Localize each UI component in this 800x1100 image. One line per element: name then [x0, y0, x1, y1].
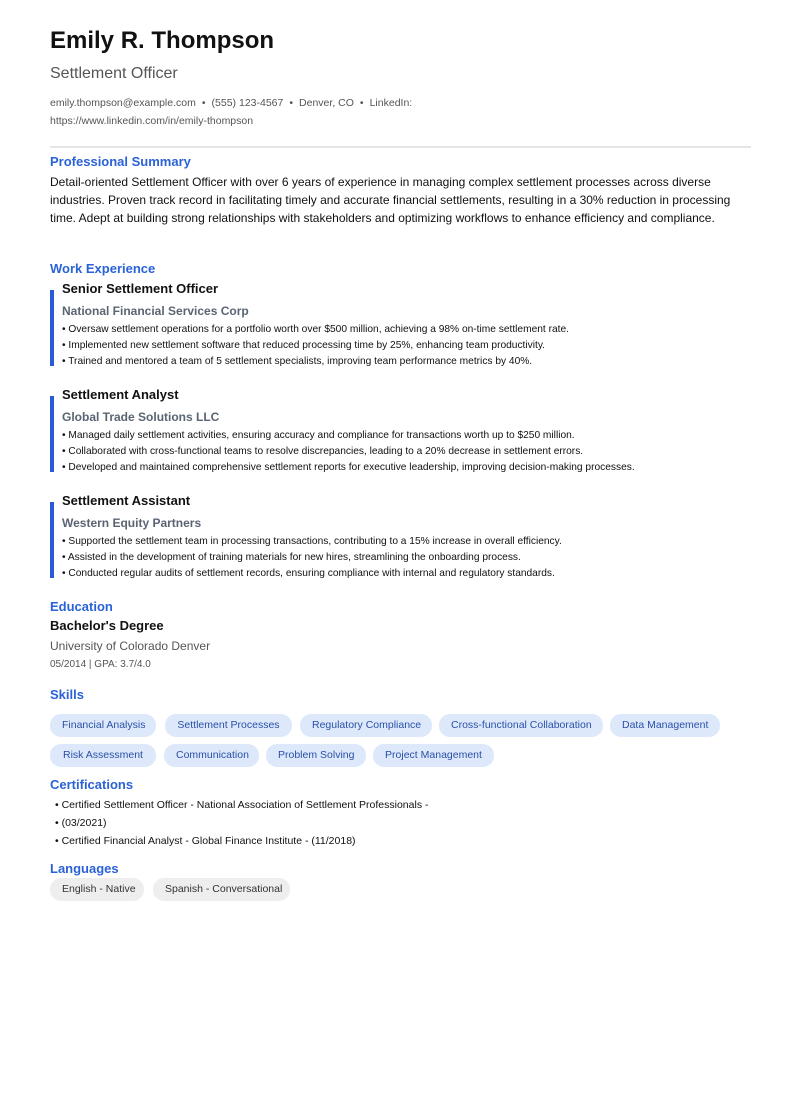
section-heading-certifications: Certifications: [50, 777, 134, 792]
contact-separator: •: [289, 97, 294, 109]
job-bullet: • Trained and mentored a team of 5 settlement specialists, improving team performance metrics by 40%.: [62, 356, 533, 367]
contact-location: Denver, CO: [299, 97, 354, 109]
skill-chip: Cross-functional Collaboration: [439, 714, 603, 737]
candidate-name: Emily R. Thompson: [50, 27, 275, 54]
contact-linkedin-url[interactable]: https://www.linkedin.com/in/emily-thompson: [50, 115, 254, 127]
job-title: Settlement Analyst: [62, 387, 179, 402]
job-bullet: • Managed daily settlement activities, ensuring accuracy and compliance for transactions worth up to $250 million.: [62, 430, 575, 441]
job-accent-bar: [50, 396, 54, 472]
job-company: Global Trade Solutions LLC: [62, 410, 220, 424]
job-company: Western Equity Partners: [62, 516, 202, 530]
skill-chip: Problem Solving: [266, 744, 366, 767]
job-title: Senior Settlement Officer: [62, 281, 219, 296]
job-entry: [50, 387, 751, 473]
skill-chip: Financial Analysis: [50, 714, 156, 737]
job-bullets: [62, 322, 569, 370]
education-meta: 05/2014 | GPA: 3.7/4.0: [50, 659, 151, 670]
job-bullets: [62, 534, 562, 582]
section-heading-experience: Work Experience: [50, 261, 156, 276]
section-heading-skills: Skills: [50, 687, 84, 702]
skill-chip: Data Management: [610, 714, 720, 737]
job-bullet: • Conducted regular audits of settlement records, ensuring compliance with internal and regulatory standards.: [62, 568, 555, 579]
header-divider: [50, 146, 751, 148]
job-bullet: • Implemented new settlement software that reduced processing time by 25%, enhancing team productivity.: [62, 340, 546, 351]
job-bullet: • Assisted in the development of training materials for new hires, streamlining the onboarding process.: [62, 552, 521, 563]
job-title: Settlement Assistant: [62, 493, 191, 508]
candidate-title: Settlement Officer: [50, 65, 178, 82]
job-entry: [50, 493, 751, 579]
job-bullets: [62, 428, 635, 476]
certification-item: • Certified Settlement Officer - National Association of Settlement Professionals -: [55, 799, 429, 811]
skill-chip: Communication: [164, 744, 259, 767]
job-company: National Financial Services Corp: [62, 304, 249, 318]
language-chip: Spanish - Conversational: [153, 878, 290, 901]
certification-item: • (03/2021): [55, 817, 107, 829]
skill-chip: Regulatory Compliance: [300, 714, 432, 737]
contact-phone[interactable]: (555) 123-4567: [211, 97, 284, 109]
summary-text: Detail-oriented Settlement Officer with over 6 years of experience in managing complex settlement processes across diverse industries. Proven track record in facilitating timely and accurate financial settlements, resulting in a 30% reduction in processing time. Adept at building strong relationships with stakeholders and optimizing workflows to enhance efficiency and compliance.: [50, 175, 731, 225]
contact-separator: •: [359, 97, 364, 109]
section-heading-summary: Professional Summary: [50, 154, 191, 169]
job-bullet: • Developed and maintained comprehensive settlement reports for executive leadership, improving decision-making processes.: [62, 462, 635, 473]
contact-separator: •: [201, 97, 206, 109]
certifications-list: [55, 796, 428, 850]
job-bullet: • Collaborated with cross-functional teams to resolve discrepancies, leading to a 20% decrease in settlement errors.: [62, 446, 584, 457]
certification-item: • Certified Financial Analyst - Global Finance Institute - (11/2018): [55, 835, 356, 847]
job-accent-bar: [50, 290, 54, 366]
skill-chip: Settlement Processes: [165, 714, 292, 737]
contact-email[interactable]: emily.thompson@example.com: [50, 97, 196, 109]
job-accent-bar: [50, 502, 54, 578]
section-heading-education: Education: [50, 599, 113, 614]
section-heading-languages: Languages: [50, 861, 119, 876]
job-entry: [50, 281, 751, 367]
contact-line: [50, 94, 751, 130]
skill-chip: Risk Assessment: [50, 744, 156, 767]
education-school: University of Colorado Denver: [50, 639, 211, 653]
job-bullet: • Oversaw settlement operations for a portfolio worth over $500 million, achieving a 98% on-time settlement rate.: [62, 324, 569, 335]
education-degree: Bachelor's Degree: [50, 618, 164, 633]
skill-chip: Project Management: [373, 744, 494, 767]
contact-linkedin-label: LinkedIn:: [369, 97, 413, 109]
language-chip: English - Native: [50, 878, 144, 901]
job-bullet: • Supported the settlement team in processing transactions, contributing to a 15% increase in overall efficiency.: [62, 536, 562, 547]
